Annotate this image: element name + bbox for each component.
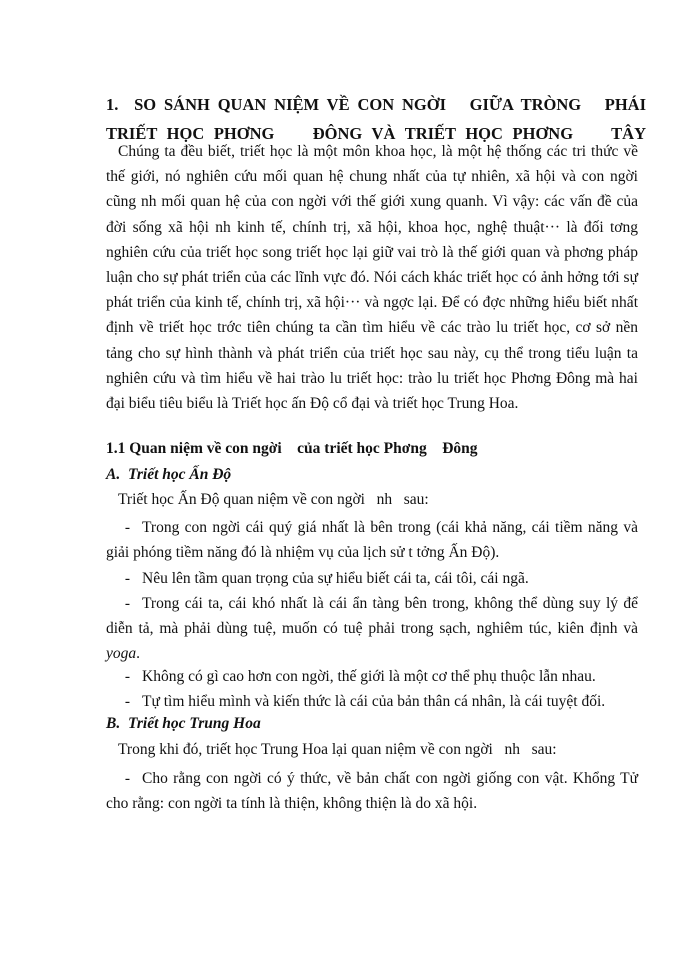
list-item-text: Trong con ngời cái quý giá nhất là bên trong (cái khả năng, cái tiềm năng và giải phóng tiềm năng đó là nhiệm vụ của lịch sử t tởng Ấn Độ). — [106, 519, 638, 561]
list-dash: - — [124, 770, 130, 787]
list-item-text: Không có gì cao hơn con ngời, thế giới là một cơ thể phụ thuộc lẫn nhau. — [142, 668, 596, 685]
section-b-intro: Trong khi đó, triết học Trung Hoa lại quan niệm về con ngời nh sau: — [118, 741, 557, 758]
list-item-text: Nêu lên tầm quan trọng của sự hiểu biết cái ta, cái tôi, cái ngã. — [142, 570, 529, 587]
list-dash: - — [124, 570, 130, 587]
list-dash: - — [124, 693, 130, 710]
intro-paragraph-block — [106, 139, 638, 416]
list-item — [106, 566, 638, 591]
list-item — [106, 515, 638, 565]
list-item-italic-term: yoga — [106, 645, 137, 662]
list-item-end: . — [136, 645, 141, 662]
subsection-heading-b: B. Triết học Trung Hoa — [106, 715, 261, 732]
section-a-intro: Triết học Ấn Độ quan niệm về con ngời nh sau: — [118, 491, 429, 508]
list-item-text: Tự tìm hiểu mình và kiến thức là cái của bản thân cá nhân, là cái tuyệt đối. — [142, 693, 606, 710]
title-line-1: 1. SO SÁNH QUAN NIỆM VỀ CON NGỜI GIỮA TRÒNG PHÁI — [106, 95, 646, 114]
list-item-text: Trong cái ta, cái khó nhất là cái ẩn tàng bên trong, không thể dùng suy lý để diễn tả, mà phải dùng tuệ, muốn có tuệ phải trong sạch, nghiêm túc, kiên định và — [106, 595, 638, 637]
title-line-2: TRIẾT HỌC PHƠNG ĐÔNG VÀ TRIẾT HỌC PHƠNG TÂY — [106, 124, 646, 143]
list-dash: - — [124, 519, 130, 536]
list-item — [106, 766, 638, 816]
list-item — [106, 664, 638, 689]
subsection-heading-1-1: 1.1 Quan niệm về con ngời của triết học Phơng Đông — [106, 440, 478, 457]
list-dash: - — [124, 668, 130, 685]
list-item-text: Cho rằng con ngời có ý thức, về bản chất con ngời giống con vật. Khổng Tử cho rằng: con ngời ta tính là thiện, không thiện là do xã hội. — [106, 770, 638, 812]
subsection-heading-a: A. Triết học Ấn Độ — [106, 466, 232, 483]
list-dash: - — [124, 595, 130, 612]
list-item — [106, 689, 638, 714]
list-item — [106, 591, 638, 666]
intro-paragraph: Chúng ta đều biết, triết học là một môn khoa học, là một hệ thống các tri thức về thế giới, nó nghiên cứu mối quan hệ chung nhất của tự nhiên, xã hội và con ngời cũng nh mối quan hệ của con ngời với thế giới xung quanh. Vì vậy: các vấn đề của đời sống xã hội nh kinh tế, chính trị, xã hội, khoa học, nghệ thuật··· là đối tơng nghiên cứu của triết học song triết học lại giữ vai trò là thế giới quan và phơng pháp luận cho sự phát triển của các lĩnh vực đó. Nói cách khác triết học có ảnh hởng tới sự phát triển của kinh tế, chính trị, xã hội··· và ngợc lại. Để có đợc những hiểu biết nhất định về triết học trớc tiên chúng ta cần tìm hiểu về các trào lu triết học, cơ sở nền tảng cho sự hình thành và phát triển của triết học sau này, cụ thể trong tiểu luận ta nghiên cứu và tìm hiểu về hai trào lu triết học: trào lu triết học Phơng Đông mà hai đại biểu tiêu biểu là Triết học ấn Độ cổ đại và triết học Trung Hoa. — [106, 143, 638, 413]
